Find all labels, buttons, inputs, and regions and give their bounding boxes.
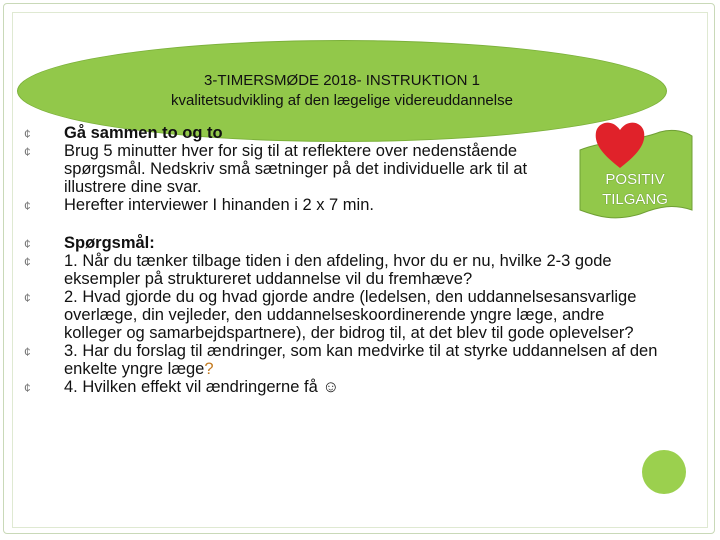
bullet-item xyxy=(20,288,660,342)
bullet-item xyxy=(20,142,660,196)
title-line-1: 3-TIMERSMØDE 2018- INSTRUKTION 1 xyxy=(204,72,480,89)
bullet-item xyxy=(20,124,660,142)
instruction-3: Herefter interviewer I hinanden i 2 x 7 min. xyxy=(64,196,374,214)
bullet-list xyxy=(20,124,660,396)
bullet-item xyxy=(20,196,660,214)
question-3 xyxy=(64,342,660,378)
banner-text xyxy=(574,170,696,210)
question-2: 2. Hvad gjorde du og hvad gjorde andre (ledelsen, den uddannelsesansvarlige overlæge, din vejleder, den uddannelseskoordinerende yngre læge, andre kolleger og samarbejdspartnere), der bidrog til, at det blev til gode oplevelser? xyxy=(64,288,637,342)
banner-line-1: POSITIV xyxy=(605,171,665,188)
bullet-marker-icon: ¢ xyxy=(24,237,31,251)
decorative-circle xyxy=(642,450,686,494)
questions-heading: Spørgsmål: xyxy=(64,234,155,252)
bullet-marker-icon: ¢ xyxy=(24,199,31,213)
bullet-marker-icon: ¢ xyxy=(24,145,31,159)
question-3-mark: ? xyxy=(204,360,214,378)
bullet-item xyxy=(20,252,660,288)
question-3-text: 3. Har du forslag til ændringer, som kan medvirke til at styrke uddannelsen af den enkelte yngre læge xyxy=(64,342,658,378)
bullet-marker-icon: ¢ xyxy=(24,345,31,359)
bullet-marker-icon: ¢ xyxy=(24,381,31,395)
bullet-marker-icon: ¢ xyxy=(24,127,31,141)
bullet-item xyxy=(20,378,660,396)
question-4: 4. Hvilken effekt vil ændringerne få ☺ xyxy=(64,378,340,396)
title-line-2: kvalitetsudvikling af den lægelige videreuddannelse xyxy=(171,92,513,109)
instruction-2: Brug 5 minutter hver for sig til at reflektere over nedenstående spørgsmål. Nedskriv små sætninger på det individuelle ark til at illustrere dine svar. xyxy=(64,142,528,196)
banner-line-2: TILGANG xyxy=(602,191,668,208)
bullet-item xyxy=(20,342,660,378)
instruction-1: Gå sammen to og to xyxy=(64,124,223,142)
bullet-marker-icon: ¢ xyxy=(24,291,31,305)
bullet-marker-icon: ¢ xyxy=(24,255,31,269)
heart-icon xyxy=(592,116,648,172)
bullet-item xyxy=(20,234,660,252)
question-1: 1. Når du tænker tilbage tiden i den afdeling, hvor du er nu, hvilke 2-3 gode eksempler på struktureret uddannelse vil du fremhæve? xyxy=(64,252,612,288)
